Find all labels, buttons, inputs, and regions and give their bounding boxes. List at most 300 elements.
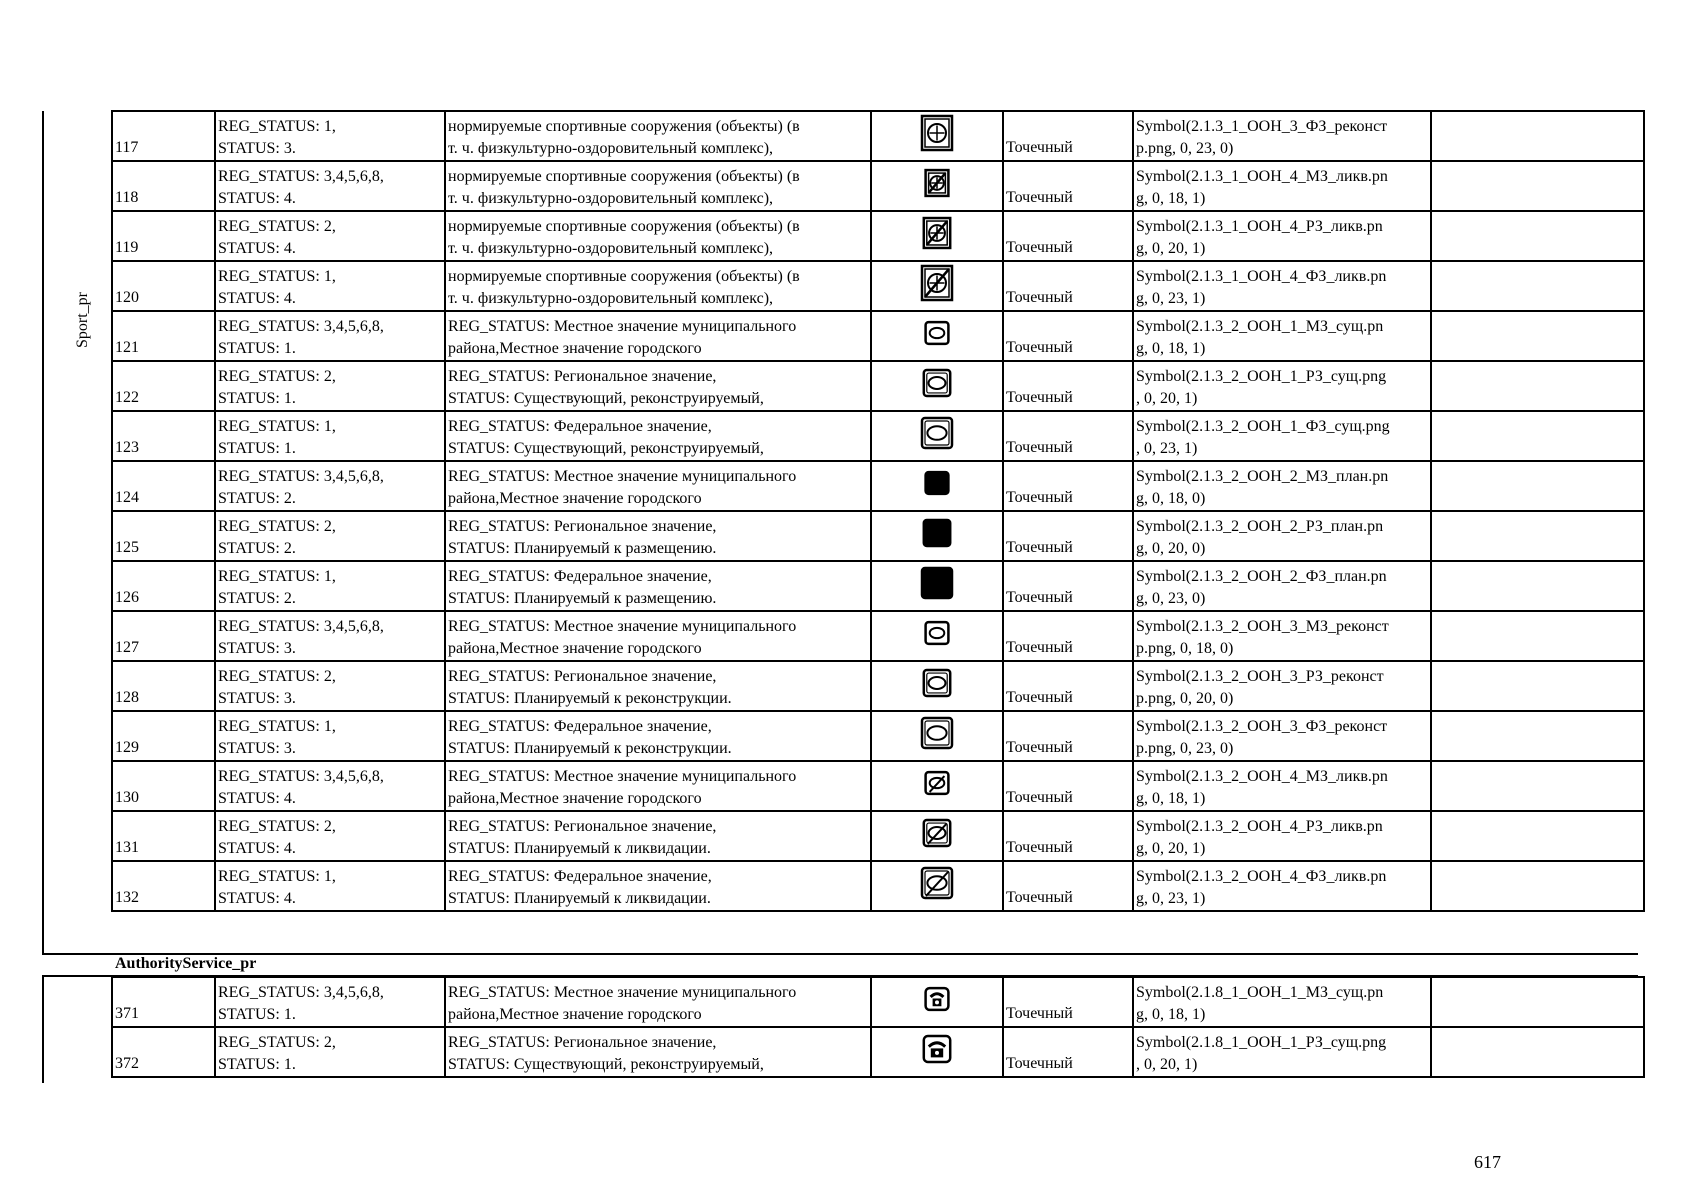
description-line: района,Местное значение городского [448, 490, 702, 507]
geometry-type-cell [1003, 311, 1133, 361]
geometry-type: Точечный [1006, 139, 1073, 156]
reg-status-line: REG_STATUS: 1, [218, 118, 336, 135]
geometry-type-cell [1003, 361, 1133, 411]
stadium-liquidate-mz-icon [920, 764, 954, 809]
geometry-type-cell [1003, 611, 1133, 661]
table-row [112, 161, 1644, 211]
symbol-image-cell [871, 811, 1003, 861]
table-row [112, 361, 1644, 411]
stadium-planned-fz-icon [920, 564, 954, 609]
geometry-type-cell [1003, 761, 1133, 811]
symbol-spec-line: р.png, 0, 23, 0) [1136, 140, 1234, 157]
stadium-planned-mz-icon [920, 464, 954, 509]
description-line: REG_STATUS: Федеральное значение, [448, 568, 712, 585]
status-line: STATUS: 1. [218, 1006, 296, 1023]
description-line: т. ч. физкультурно-оздоровительный комплекс), [448, 140, 774, 157]
reg-status-line: REG_STATUS: 3,4,5,6,8, [218, 768, 384, 785]
table-row [112, 611, 1644, 661]
reg-status-line: REG_STATUS: 2, [218, 818, 336, 835]
symbol-image-cell [871, 661, 1003, 711]
symbol-spec-line: g, 0, 23, 1) [1136, 890, 1206, 907]
symbol-image-cell [871, 211, 1003, 261]
row-number-cell [112, 161, 215, 211]
symbol-spec-line: g, 0, 23, 1) [1136, 290, 1206, 307]
description-line: REG_STATUS: Региональное значение, [448, 668, 717, 685]
status-line: STATUS: 4. [218, 290, 296, 307]
symbol-spec-line: Symbol(2.1.3_2_ООН_1_РЗ_сущ.png [1136, 368, 1387, 385]
status-line: STATUS: 4. [218, 190, 296, 207]
table-row [112, 211, 1644, 261]
geometry-type-cell [1003, 211, 1133, 261]
group-bottom-line [42, 953, 1638, 955]
reg-status-cell [215, 511, 445, 561]
description-cell [445, 761, 871, 811]
status-line: STATUS: 4. [218, 790, 296, 807]
table-row [112, 111, 1644, 161]
description-line: STATUS: Планируемый к ликвидации. [448, 890, 711, 907]
reg-status-cell [215, 761, 445, 811]
description-line: нормируемые спортивные сооружения (объекты) (в [448, 218, 800, 235]
geometry-type: Точечный [1006, 689, 1073, 706]
geometry-type: Точечный [1006, 1005, 1073, 1022]
symbol-image-cell [871, 511, 1003, 561]
row-number: 124 [115, 489, 139, 506]
symbol-image-cell [871, 1027, 1003, 1077]
description-line: района,Местное значение городского [448, 640, 702, 657]
symbol-spec-line: Symbol(2.1.3_2_ООН_3_ФЗ_реконст [1136, 718, 1388, 735]
stadium-existing-mz-icon [920, 314, 954, 359]
sport-liquidate-mz-icon [920, 164, 954, 209]
telephone-existing-rz-icon [920, 1030, 954, 1075]
geometry-type-cell [1003, 1027, 1133, 1077]
description-line: REG_STATUS: Региональное значение, [448, 1034, 717, 1051]
reg-status-cell [215, 311, 445, 361]
empty-cell [1431, 611, 1644, 661]
table-row [112, 511, 1644, 561]
table-row [112, 977, 1644, 1027]
description-line: STATUS: Планируемый к размещению. [448, 540, 717, 557]
row-number: 125 [115, 539, 139, 556]
stadium-reconstruct-mz-icon [920, 614, 954, 659]
symbol-table-sport [111, 110, 1645, 912]
status-line: STATUS: 1. [218, 1056, 296, 1073]
description-line: REG_STATUS: Местное значение муниципального [448, 768, 797, 785]
table-row [112, 261, 1644, 311]
description-cell [445, 211, 871, 261]
empty-cell [1431, 1027, 1644, 1077]
symbol-spec-line: Symbol(2.1.3_2_ООН_2_ФЗ_план.pn [1136, 568, 1387, 585]
geometry-type-cell [1003, 811, 1133, 861]
geometry-type: Точечный [1006, 489, 1073, 506]
symbol-spec-line: р.png, 0, 18, 0) [1136, 640, 1234, 657]
description-line: района,Местное значение городского [448, 1006, 702, 1023]
symbol-spec-cell [1133, 861, 1431, 911]
description-line: STATUS: Планируемый к реконструкции. [448, 690, 732, 707]
row-number-cell [112, 111, 215, 161]
empty-cell [1431, 111, 1644, 161]
table-row [112, 311, 1644, 361]
group-border-2 [42, 977, 44, 1083]
geometry-type: Точечный [1006, 589, 1073, 606]
reg-status-line: REG_STATUS: 2, [218, 368, 336, 385]
symbol-spec-line: g, 0, 18, 0) [1136, 490, 1206, 507]
row-number: 121 [115, 339, 139, 356]
row-number-cell [112, 711, 215, 761]
symbol-spec-cell [1133, 711, 1431, 761]
description-line: REG_STATUS: Местное значение муниципального [448, 618, 797, 635]
stadium-planned-rz-icon [920, 514, 954, 559]
symbol-spec-cell [1133, 461, 1431, 511]
row-number: 132 [115, 889, 139, 906]
symbol-spec-line: Symbol(2.1.3_2_ООН_2_РЗ_план.pn [1136, 518, 1384, 535]
description-cell [445, 861, 871, 911]
empty-cell [1431, 761, 1644, 811]
symbol-spec-line: Symbol(2.1.8_1_ООН_1_РЗ_сущ.png [1136, 1034, 1387, 1051]
description-line: т. ч. физкультурно-оздоровительный комплекс), [448, 190, 774, 207]
row-number-cell [112, 411, 215, 461]
symbol-image-cell [871, 861, 1003, 911]
symbol-spec-line: Symbol(2.1.3_2_ООН_2_МЗ_план.pn [1136, 468, 1389, 485]
description-line: STATUS: Планируемый к реконструкции. [448, 740, 732, 757]
reg-status-cell [215, 977, 445, 1027]
symbol-spec-line: р.png, 0, 20, 0) [1136, 690, 1234, 707]
empty-cell [1431, 361, 1644, 411]
empty-cell [1431, 561, 1644, 611]
symbol-spec-cell [1133, 511, 1431, 561]
empty-cell [1431, 711, 1644, 761]
row-number-cell [112, 811, 215, 861]
geometry-type-cell [1003, 561, 1133, 611]
row-number-cell [112, 977, 215, 1027]
table-row [112, 561, 1644, 611]
geometry-type: Точечный [1006, 239, 1073, 256]
symbol-spec-cell [1133, 977, 1431, 1027]
reg-status-cell [215, 661, 445, 711]
description-cell [445, 161, 871, 211]
geometry-type: Точечный [1006, 839, 1073, 856]
geometry-type: Точечный [1006, 539, 1073, 556]
geometry-type: Точечный [1006, 439, 1073, 456]
symbol-spec-line: g, 0, 20, 1) [1136, 240, 1206, 257]
symbol-spec-line: Symbol(2.1.3_2_ООН_1_МЗ_сущ.pn [1136, 318, 1384, 335]
symbol-image-cell [871, 411, 1003, 461]
reg-status-line: REG_STATUS: 1, [218, 268, 336, 285]
symbol-spec-cell [1133, 111, 1431, 161]
description-cell [445, 361, 871, 411]
description-cell [445, 111, 871, 161]
reg-status-line: REG_STATUS: 3,4,5,6,8, [218, 984, 384, 1001]
symbol-spec-line: g, 0, 18, 1) [1136, 190, 1206, 207]
stadium-existing-rz-icon [920, 364, 954, 409]
reg-status-line: REG_STATUS: 3,4,5,6,8, [218, 468, 384, 485]
symbol-spec-cell [1133, 411, 1431, 461]
symbol-image-cell [871, 461, 1003, 511]
symbol-spec-line: g, 0, 18, 1) [1136, 340, 1206, 357]
stadium-liquidate-rz-icon [920, 814, 954, 859]
reg-status-line: REG_STATUS: 3,4,5,6,8, [218, 168, 384, 185]
symbol-spec-line: Symbol(2.1.3_1_ООН_4_ФЗ_ликв.pn [1136, 268, 1387, 285]
geometry-type-cell [1003, 161, 1133, 211]
symbol-spec-line: Symbol(2.1.3_2_ООН_3_МЗ_реконст [1136, 618, 1389, 635]
geometry-type-cell [1003, 977, 1133, 1027]
reg-status-cell [215, 461, 445, 511]
description-cell [445, 561, 871, 611]
description-line: нормируемые спортивные сооружения (объекты) (в [448, 118, 800, 135]
empty-cell [1431, 261, 1644, 311]
section-title-authority: AuthorityService_pr [115, 955, 257, 972]
row-number: 120 [115, 289, 139, 306]
table-row [112, 711, 1644, 761]
page-number: 617 [1474, 1152, 1501, 1172]
description-cell [445, 611, 871, 661]
symbol-spec-line: Symbol(2.1.3_1_ООН_3_ФЗ_реконст [1136, 118, 1388, 135]
symbol-spec-line: Symbol(2.1.3_1_ООН_4_РЗ_ликв.pn [1136, 218, 1383, 235]
symbol-spec-line: Symbol(2.1.3_2_ООН_4_РЗ_ликв.pn [1136, 818, 1383, 835]
description-cell [445, 977, 871, 1027]
symbol-spec-line: g, 0, 23, 0) [1136, 590, 1206, 607]
row-number: 126 [115, 589, 139, 606]
description-line: STATUS: Существующий, реконструируемый, [448, 440, 764, 457]
status-line: STATUS: 2. [218, 490, 296, 507]
description-line: REG_STATUS: Местное значение муниципального [448, 468, 797, 485]
stadium-reconstruct-rz-icon [920, 664, 954, 709]
geometry-type-cell [1003, 861, 1133, 911]
symbol-table-authority [111, 976, 1645, 1078]
geometry-type-cell [1003, 111, 1133, 161]
geometry-type-cell [1003, 411, 1133, 461]
row-number: 128 [115, 689, 139, 706]
description-line: нормируемые спортивные сооружения (объекты) (в [448, 268, 800, 285]
row-number: 119 [115, 239, 139, 256]
symbol-spec-cell [1133, 561, 1431, 611]
status-line: STATUS: 3. [218, 740, 296, 757]
reg-status-line: REG_STATUS: 2, [218, 668, 336, 685]
geometry-type-cell [1003, 261, 1133, 311]
table-row [112, 461, 1644, 511]
symbol-spec-cell [1133, 261, 1431, 311]
geometry-type: Точечный [1006, 889, 1073, 906]
status-line: STATUS: 1. [218, 340, 296, 357]
geometry-type: Точечный [1006, 639, 1073, 656]
description-line: REG_STATUS: Региональное значение, [448, 818, 717, 835]
reg-status-line: REG_STATUS: 1, [218, 868, 336, 885]
row-number-cell [112, 211, 215, 261]
description-cell [445, 311, 871, 361]
geometry-type: Точечный [1006, 189, 1073, 206]
symbol-spec-line: g, 0, 18, 1) [1136, 790, 1206, 807]
status-line: STATUS: 2. [218, 540, 296, 557]
empty-cell [1431, 161, 1644, 211]
symbol-spec-line: g, 0, 20, 0) [1136, 540, 1206, 557]
description-cell [445, 661, 871, 711]
symbol-image-cell [871, 261, 1003, 311]
symbol-spec-line: g, 0, 18, 1) [1136, 1006, 1206, 1023]
symbol-spec-line: Symbol(2.1.3_2_ООН_4_ФЗ_ликв.pn [1136, 868, 1387, 885]
description-cell [445, 811, 871, 861]
symbol-image-cell [871, 561, 1003, 611]
symbol-spec-cell [1133, 661, 1431, 711]
symbol-spec-cell [1133, 1027, 1431, 1077]
symbol-image-cell [871, 161, 1003, 211]
status-line: STATUS: 1. [218, 440, 296, 457]
row-number: 372 [115, 1055, 139, 1072]
empty-cell [1431, 977, 1644, 1027]
description-cell [445, 1027, 871, 1077]
table-row [112, 661, 1644, 711]
reg-status-cell [215, 811, 445, 861]
symbol-spec-cell [1133, 161, 1431, 211]
reg-status-cell [215, 861, 445, 911]
empty-cell [1431, 311, 1644, 361]
description-line: REG_STATUS: Федеральное значение, [448, 418, 712, 435]
description-line: REG_STATUS: Федеральное значение, [448, 868, 712, 885]
group-label-sport [58, 265, 108, 375]
symbol-spec-line: , 0, 20, 1) [1136, 390, 1198, 407]
reg-status-cell [215, 361, 445, 411]
status-line: STATUS: 2. [218, 590, 296, 607]
description-line: т. ч. физкультурно-оздоровительный комплекс), [448, 240, 774, 257]
symbol-spec-cell [1133, 361, 1431, 411]
status-line: STATUS: 3. [218, 640, 296, 657]
symbol-spec-cell [1133, 811, 1431, 861]
status-line: STATUS: 3. [218, 140, 296, 157]
reg-status-cell [215, 611, 445, 661]
reg-status-cell [215, 161, 445, 211]
row-number-cell [112, 661, 215, 711]
row-number-cell [112, 561, 215, 611]
status-line: STATUS: 3. [218, 690, 296, 707]
reg-status-cell [215, 261, 445, 311]
geometry-type: Точечный [1006, 739, 1073, 756]
description-cell [445, 711, 871, 761]
row-number: 118 [115, 189, 139, 206]
symbol-image-cell [871, 977, 1003, 1027]
row-number: 117 [115, 139, 139, 156]
reg-status-line: REG_STATUS: 1, [218, 718, 336, 735]
description-line: REG_STATUS: Местное значение муниципального [448, 318, 797, 335]
geometry-type: Точечный [1006, 289, 1073, 306]
status-line: STATUS: 4. [218, 890, 296, 907]
stadium-existing-fz-icon [920, 414, 954, 459]
description-line: STATUS: Существующий, реконструируемый, [448, 390, 764, 407]
reg-status-line: REG_STATUS: 3,4,5,6,8, [218, 618, 384, 635]
reg-status-line: REG_STATUS: 3,4,5,6,8, [218, 318, 384, 335]
row-number-cell [112, 311, 215, 361]
symbol-image-cell [871, 711, 1003, 761]
empty-cell [1431, 461, 1644, 511]
reg-status-cell [215, 1027, 445, 1077]
geometry-type: Точечный [1006, 389, 1073, 406]
description-line: STATUS: Существующий, реконструируемый, [448, 1056, 764, 1073]
table-row [112, 411, 1644, 461]
geometry-type-cell [1003, 661, 1133, 711]
reg-status-line: REG_STATUS: 1, [218, 568, 336, 585]
description-line: REG_STATUS: Региональное значение, [448, 368, 717, 385]
empty-cell [1431, 661, 1644, 711]
row-number-cell [112, 511, 215, 561]
description-line: района,Местное значение городского [448, 790, 702, 807]
symbol-spec-line: Symbol(2.1.3_2_ООН_3_РЗ_реконст [1136, 668, 1384, 685]
row-number: 130 [115, 789, 139, 806]
table-row [112, 811, 1644, 861]
row-number: 131 [115, 839, 139, 856]
status-line: STATUS: 4. [218, 840, 296, 857]
row-number-cell [112, 761, 215, 811]
symbol-spec-line: g, 0, 20, 1) [1136, 840, 1206, 857]
geometry-type: Точечный [1006, 339, 1073, 356]
empty-cell [1431, 811, 1644, 861]
geometry-type-cell [1003, 711, 1133, 761]
description-line: STATUS: Планируемый к размещению. [448, 590, 717, 607]
symbol-spec-cell [1133, 311, 1431, 361]
description-cell [445, 261, 871, 311]
status-line: STATUS: 4. [218, 240, 296, 257]
table-row [112, 761, 1644, 811]
description-line: района,Местное значение городского [448, 340, 702, 357]
row-number: 122 [115, 389, 139, 406]
table-row [112, 1027, 1644, 1077]
description-line: REG_STATUS: Региональное значение, [448, 518, 717, 535]
telephone-existing-mz-icon [920, 980, 954, 1025]
row-number: 371 [115, 1005, 139, 1022]
group-border [42, 111, 44, 954]
empty-cell [1431, 411, 1644, 461]
geometry-type: Точечный [1006, 1055, 1073, 1072]
symbol-spec-cell [1133, 211, 1431, 261]
geometry-type-cell [1003, 461, 1133, 511]
row-number-cell [112, 261, 215, 311]
symbol-spec-line: р.png, 0, 23, 0) [1136, 740, 1234, 757]
row-number: 127 [115, 639, 139, 656]
description-line: REG_STATUS: Федеральное значение, [448, 718, 712, 735]
row-number-cell [112, 1027, 215, 1077]
reg-status-line: REG_STATUS: 2, [218, 518, 336, 535]
description-cell [445, 511, 871, 561]
stadium-liquidate-fz-icon [920, 864, 954, 909]
geometry-type-cell [1003, 511, 1133, 561]
symbol-spec-cell [1133, 761, 1431, 811]
description-line: STATUS: Планируемый к ликвидации. [448, 840, 711, 857]
reg-status-cell [215, 711, 445, 761]
group-name: Sport_pr [74, 292, 91, 348]
row-number: 123 [115, 439, 139, 456]
symbol-image-cell [871, 311, 1003, 361]
sport-reconstruct-fz-icon [920, 114, 954, 159]
row-number-cell [112, 461, 215, 511]
description-cell [445, 411, 871, 461]
row-number-cell [112, 611, 215, 661]
row-number-cell [112, 861, 215, 911]
symbol-spec-line: Symbol(2.1.8_1_ООН_1_МЗ_сущ.pn [1136, 984, 1384, 1001]
table-row [112, 861, 1644, 911]
symbol-spec-line: Symbol(2.1.3_2_ООН_1_ФЗ_сущ.png [1136, 418, 1390, 435]
symbol-image-cell [871, 361, 1003, 411]
description-line: REG_STATUS: Местное значение муниципального [448, 984, 797, 1001]
reg-status-line: REG_STATUS: 1, [218, 418, 336, 435]
reg-status-line: REG_STATUS: 2, [218, 218, 336, 235]
symbol-spec-line: Symbol(2.1.3_1_ООН_4_МЗ_ликв.pn [1136, 168, 1388, 185]
row-number-cell [112, 361, 215, 411]
reg-status-cell [215, 111, 445, 161]
row-number: 129 [115, 739, 139, 756]
status-line: STATUS: 1. [218, 390, 296, 407]
symbol-image-cell [871, 761, 1003, 811]
description-line: т. ч. физкультурно-оздоровительный комплекс), [448, 290, 774, 307]
symbol-spec-line: , 0, 20, 1) [1136, 1056, 1198, 1073]
symbol-spec-line: Symbol(2.1.3_2_ООН_4_МЗ_ликв.pn [1136, 768, 1388, 785]
geometry-type: Точечный [1006, 789, 1073, 806]
reg-status-line: REG_STATUS: 2, [218, 1034, 336, 1051]
